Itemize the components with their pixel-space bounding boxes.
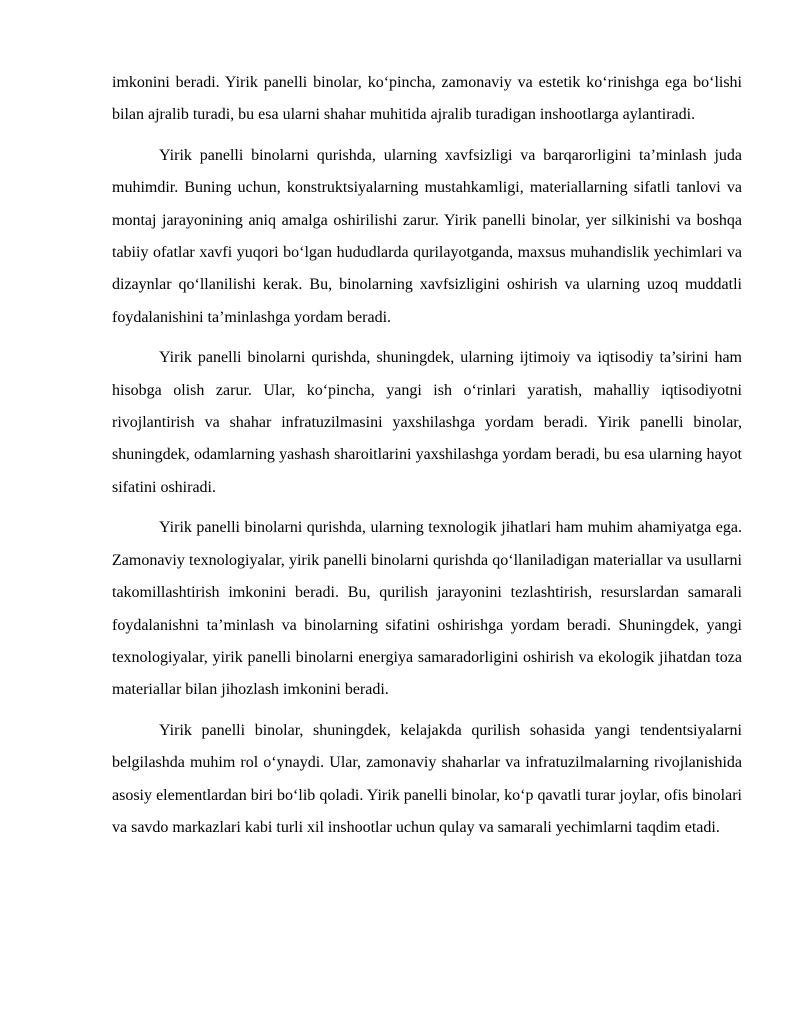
paragraph-social-economic: Yirik panelli binolarni qurishda, shuningdek, ularning ijtimoiy va iqtisodiy ta’sirini ham hisobga olish zarur. Ular, ko‘pincha, yangi ish o‘rinlari yaratish, mahalliy iqtisodiyotni rivojlantirish va shahar infratuzilmasini yaxshilashga yordam beradi. Yirik panelli binolar, shuningdek, odamlarning yashash sharoitlarini yaxshilashga yordam beradi, bu esa ularning hayot sifatini oshiradi. <box>112 349 742 496</box>
paragraph-technology: Yirik panelli binolarni qurishda, ularning texnologik jihatlari ham muhim ahamiyatga ega. Zamonaviy texnologiyalar, yirik panelli binolarni qurishda qo‘llaniladigan materiallar va usullarni takomillashtirish imkonini beradi. Bu, qurilish jarayonini tezlashtirish, resurslardan samarali foydalanishni ta’minlash va binolarning sifatini oshirishga yordam beradi. Shuningdek, yangi texnologiyalar, yirik panelli binolarni energiya samaradorligini oshirish va ekologik jihatdan toza materiallar bilan jihozlash imkonini beradi. <box>112 519 742 699</box>
paragraph-continuation: imkonini beradi. Yirik panelli binolar, ko‘pincha, zamonaviy va estetik ko‘rinishga ega bo‘lishi bilan ajralib turadi, bu esa ularni shahar muhitida ajralib turadigan inshootlarga aylantiradi. <box>112 74 742 124</box>
paragraph-future-trends: Yirik panelli binolar, shuningdek, kelajakda qurilish sohasida yangi tendentsiyalarni belgilashda muhim rol o‘ynaydi. Ular, zamonaviy shaharlar va infratuzilmalarning rivojlanishida asosiy elementlardan biri bo‘lib qoladi. Yirik panelli binolar, ko‘p qavatli turar joylar, ofis binolari va savdo markazlari kabi turli xil inshootlar uchun qulay va samarali yechimlarni taqdim etadi. <box>112 721 742 836</box>
paragraph-safety: Yirik panelli binolarni qurishda, ularning xavfsizligi va barqarorligini ta’minlash juda muhimdir. Buning uchun, konstruktsiyalarning mustahkamligi, materiallarning sifatli tanlovi va montaj jarayonining aniq amalga oshirilishi zarur. Yirik panelli binolar, yer silkinishi va boshqa tabiiy ofatlar xavfi yuqori bo‘lgan hududlarda qurilayotganda, maxsus muhandislik yechimlari va dizaynlar qo‘llanilishi kerak. Bu, binolarning xavfsizligini oshirish va ularning uzoq muddatli foydalanishini ta’minlashga yordam beradi. <box>112 146 742 326</box>
document-page <box>112 67 742 852</box>
